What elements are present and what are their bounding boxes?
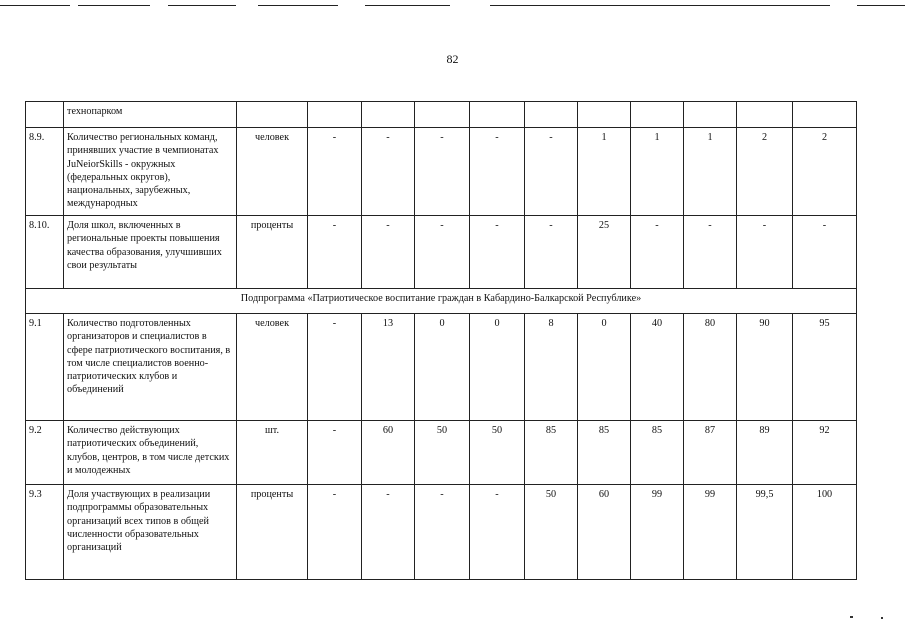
indicator-value: 99 — [631, 485, 684, 580]
indicator-value: 95 — [793, 314, 857, 421]
indicator-value: - — [308, 421, 362, 485]
row-number: 9.3 — [26, 485, 64, 580]
unit-of-measure: проценты — [237, 216, 308, 289]
subprogram-title: Подпрограмма «Патриотическое воспитание граждан в Кабардино-Балкарской Республике» — [26, 289, 857, 314]
indicator-value: 2 — [793, 128, 857, 216]
indicator-value: 85 — [631, 421, 684, 485]
indicator-value: 13 — [362, 314, 415, 421]
indicator-value: - — [362, 128, 415, 216]
indicator-value: - — [362, 216, 415, 289]
indicator-value: - — [308, 128, 362, 216]
indicator-value: 60 — [362, 421, 415, 485]
row-number — [26, 102, 64, 128]
indicator-value: 100 — [793, 485, 857, 580]
indicator-value: - — [415, 128, 470, 216]
scan-mark — [881, 617, 883, 619]
indicator-value: 50 — [525, 485, 578, 580]
indicator-value: - — [793, 216, 857, 289]
indicator-value: - — [470, 128, 525, 216]
table-body — [26, 102, 857, 580]
indicator-value: - — [415, 485, 470, 580]
indicator-value: 92 — [793, 421, 857, 485]
indicator-value: - — [470, 485, 525, 580]
indicator-value: 50 — [415, 421, 470, 485]
indicator-value: 1 — [578, 128, 631, 216]
unit-of-measure: человек — [237, 128, 308, 216]
row-number: 8.9. — [26, 128, 64, 216]
indicator-name: Доля школ, включенных в региональные проекты повышения качества образования, улучшивших свои результаты — [64, 216, 237, 289]
indicator-value — [578, 102, 631, 128]
unit-of-measure: человек — [237, 314, 308, 421]
row-number: 9.2 — [26, 421, 64, 485]
row-number: 9.1 — [26, 314, 64, 421]
table-row — [26, 314, 857, 421]
indicator-value: 85 — [525, 421, 578, 485]
indicator-value — [308, 102, 362, 128]
unit-of-measure: шт. — [237, 421, 308, 485]
table-row — [26, 128, 857, 216]
indicator-value: - — [308, 314, 362, 421]
indicator-name: Количество подготовленных организаторов и специалистов в сфере патриотического воспитания, в том числе специалистов военно-патриотических клубов и объединений — [64, 314, 237, 421]
top-rule-lines — [0, 0, 905, 8]
indicator-value — [362, 102, 415, 128]
indicator-value: 99 — [684, 485, 737, 580]
row-number: 8.10. — [26, 216, 64, 289]
indicator-value — [415, 102, 470, 128]
indicator-value: 0 — [578, 314, 631, 421]
indicator-name: технопарком — [64, 102, 237, 128]
indicator-value: 90 — [737, 314, 793, 421]
indicator-value: - — [631, 216, 684, 289]
unit-of-measure: проценты — [237, 485, 308, 580]
unit-of-measure — [237, 102, 308, 128]
indicator-value — [684, 102, 737, 128]
indicator-value: 2 — [737, 128, 793, 216]
indicator-value: 89 — [737, 421, 793, 485]
indicator-value — [525, 102, 578, 128]
indicator-value: 80 — [684, 314, 737, 421]
indicator-value: 87 — [684, 421, 737, 485]
indicator-value: - — [415, 216, 470, 289]
indicator-name: Доля участвующих в реализации подпрограммы образовательных организаций всех типов в общей численности образовательных организаций — [64, 485, 237, 580]
indicator-value: - — [737, 216, 793, 289]
indicator-value: 1 — [631, 128, 684, 216]
indicator-value: 1 — [684, 128, 737, 216]
table-row — [26, 216, 857, 289]
subprogram-header-row — [26, 289, 857, 314]
indicator-value: 40 — [631, 314, 684, 421]
indicator-value: 8 — [525, 314, 578, 421]
indicator-name: Количество действующих патриотических объединений, клубов, центров, в том числе детских и молодежных — [64, 421, 237, 485]
indicator-value: 0 — [470, 314, 525, 421]
table-row — [26, 421, 857, 485]
indicator-value: - — [684, 216, 737, 289]
indicator-value: 85 — [578, 421, 631, 485]
indicator-value: 50 — [470, 421, 525, 485]
table-row — [26, 485, 857, 580]
indicator-value — [737, 102, 793, 128]
indicator-value — [793, 102, 857, 128]
indicator-value: - — [308, 216, 362, 289]
indicator-value: - — [362, 485, 415, 580]
indicator-value: 60 — [578, 485, 631, 580]
indicator-name: Количество региональных команд, принявших участие в чемпионатах JuNeiorSkills - окружных (федеральных округов), национальных, зарубежных, международных — [64, 128, 237, 216]
table-row — [26, 102, 857, 128]
indicator-value: 0 — [415, 314, 470, 421]
indicator-value: - — [308, 485, 362, 580]
scan-mark — [850, 616, 853, 618]
indicator-value: 99,5 — [737, 485, 793, 580]
page-number: 82 — [446, 52, 459, 66]
indicator-value: - — [470, 216, 525, 289]
indicator-value: - — [525, 216, 578, 289]
indicator-value — [631, 102, 684, 128]
indicator-value — [470, 102, 525, 128]
indicator-value: 25 — [578, 216, 631, 289]
indicator-table — [25, 101, 857, 580]
indicator-value: - — [525, 128, 578, 216]
